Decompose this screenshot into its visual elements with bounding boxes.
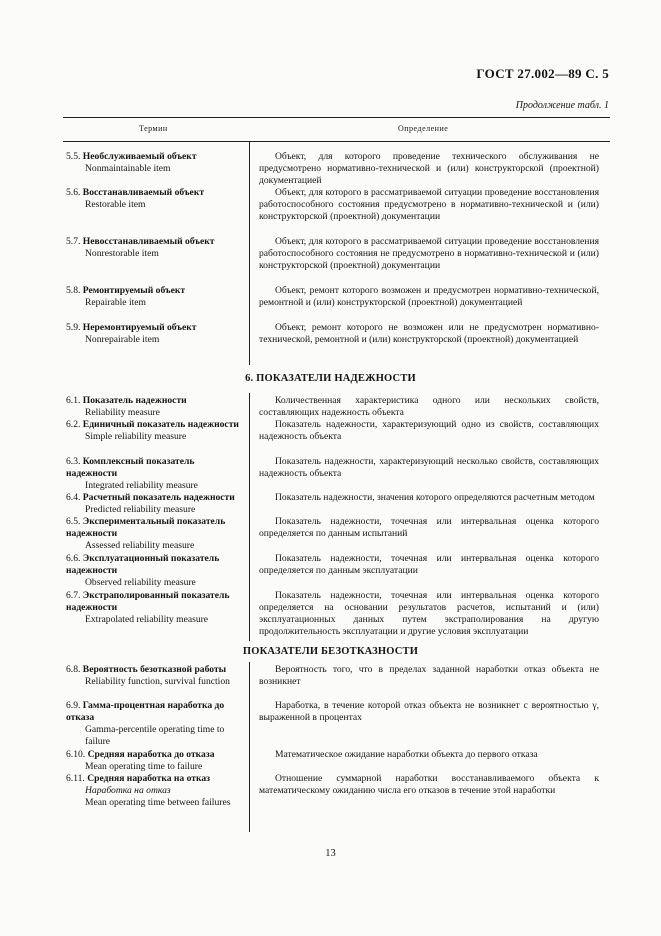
table-header-rule bbox=[63, 141, 610, 142]
column-divider bbox=[249, 393, 250, 641]
column-divider bbox=[249, 662, 250, 832]
section-title: 6. ПОКАЗАТЕЛИ НАДЕЖНОСТИ bbox=[245, 373, 416, 384]
column-divider bbox=[249, 141, 250, 365]
page-number: 13 bbox=[325, 848, 336, 859]
column-header-term: Термин bbox=[139, 124, 168, 133]
section-title: ПОКАЗАТЕЛИ БЕЗОТКАЗНОСТИ bbox=[242, 646, 419, 657]
column-header-definition: Определение bbox=[398, 124, 449, 133]
table-top-rule bbox=[63, 117, 610, 118]
page-header: ГОСТ 27.002—89 С. 5 bbox=[476, 66, 609, 81]
table-continuation: Продолжение табл. 1 bbox=[515, 100, 609, 111]
